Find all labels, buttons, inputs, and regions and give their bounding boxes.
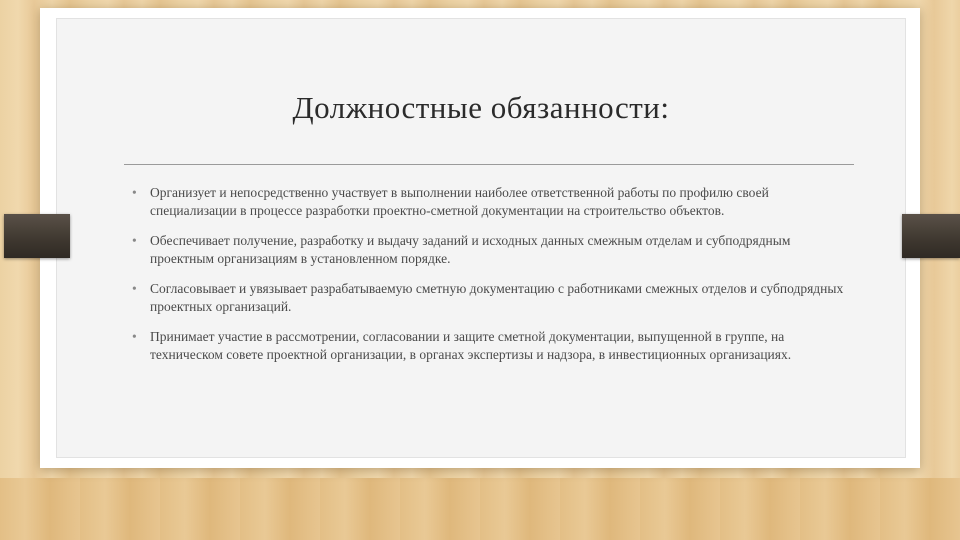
bullet-icon: • — [132, 233, 137, 248]
slide-frame — [40, 8, 920, 468]
binder-clip-right — [902, 214, 960, 258]
bullet-text: Организует и непосредственно участвует в выполнении наиболее ответственной работы по профилю своей специализации в процессе разработки проектно-сметной документации на строительство объектов. — [150, 185, 769, 218]
bullet-text: Согласовывает и увязывает разрабатываемую сметную документацию с работниками смежных отделов и субподрядных проектных организаций. — [150, 281, 844, 314]
bullet-item — [128, 184, 856, 220]
bullet-text: Принимает участие в рассмотрении, согласовании и защите сметной документации, выпущенной в группе, на техническом совете проектной организации, в органах экспертизы и надзора, в инвестиционных организациях. — [150, 329, 792, 362]
wood-background-bottom — [0, 478, 960, 540]
bullet-item — [128, 232, 856, 268]
slide-title: Должностные обязанности: — [292, 90, 670, 125]
bullet-list — [128, 184, 856, 376]
slide-canvas — [56, 18, 906, 458]
binder-clip-left — [4, 214, 70, 258]
bullet-text: Обеспечивает получение, разработку и выдачу заданий и исходных данных смежным отделам и субподрядным проектным организациям в установленном порядке. — [150, 233, 791, 266]
bullet-icon: • — [132, 185, 137, 200]
bullet-item — [128, 280, 856, 316]
title-divider — [124, 164, 854, 165]
bullet-item — [128, 328, 856, 364]
bullet-icon: • — [132, 329, 137, 344]
bullet-icon: • — [132, 281, 137, 296]
